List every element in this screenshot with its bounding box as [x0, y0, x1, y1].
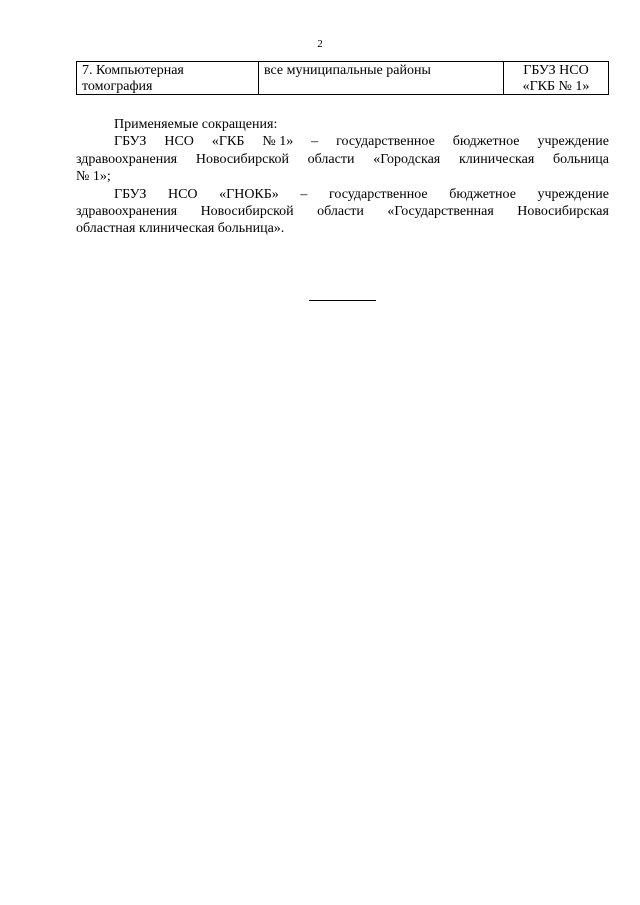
entry2-line1	[76, 186, 609, 203]
area-text: все муниципальные районы	[264, 63, 431, 78]
closing-divider-line	[309, 300, 376, 301]
word: здравоохранения	[76, 151, 178, 167]
word: области	[307, 151, 355, 167]
entry2-line3-text: областная клиническая больница».	[76, 221, 285, 237]
word: «Государственная	[387, 204, 494, 220]
institution-line-1: ГБУЗ НСО	[523, 63, 589, 78]
word: ГБУЗ	[114, 186, 147, 202]
word: бюджетное	[452, 134, 520, 150]
word: бюджетное	[449, 186, 516, 202]
entry1-line3	[76, 168, 609, 185]
entry2-line3	[76, 220, 609, 237]
word: НСО	[167, 186, 198, 202]
word: «ГНОКБ»	[219, 186, 279, 202]
word: государственное	[336, 134, 435, 150]
word: «Городская	[373, 151, 441, 167]
word: учреждение	[537, 134, 609, 150]
service-name-line-2: томография	[82, 78, 153, 94]
entry1-line2	[76, 151, 609, 168]
word: № 1»	[262, 134, 294, 150]
word: «ГКБ	[211, 134, 245, 150]
page-number: 2	[317, 38, 323, 50]
abbreviations-section	[76, 116, 609, 238]
word: государственное	[328, 186, 428, 202]
word: –	[311, 134, 319, 150]
abbreviations-title: Применяемые сокращения:	[114, 117, 278, 132]
word: больница	[553, 151, 609, 167]
word: Новосибирская	[517, 204, 609, 220]
word: ГБУЗ	[114, 134, 147, 150]
institution-line-2: «ГКБ № 1»	[522, 78, 590, 94]
word: области	[317, 204, 364, 220]
word: учреждение	[537, 186, 609, 202]
table-cell-area	[259, 62, 504, 94]
word: –	[300, 186, 308, 202]
services-table	[76, 61, 609, 95]
word: Новосибирской	[200, 204, 294, 220]
entry1-line3-text: № 1»;	[76, 169, 111, 185]
word: НСО	[164, 134, 194, 150]
word: Новосибирской	[195, 151, 289, 167]
table-cell-institution	[504, 62, 608, 94]
entry2-line2	[76, 203, 609, 220]
word: клиническая	[458, 151, 535, 167]
service-name-line-1: 7. Компьютерная	[82, 63, 184, 78]
table-cell-service	[77, 62, 259, 94]
entry1-line1	[76, 133, 609, 150]
word: здравоохранения	[76, 204, 178, 220]
